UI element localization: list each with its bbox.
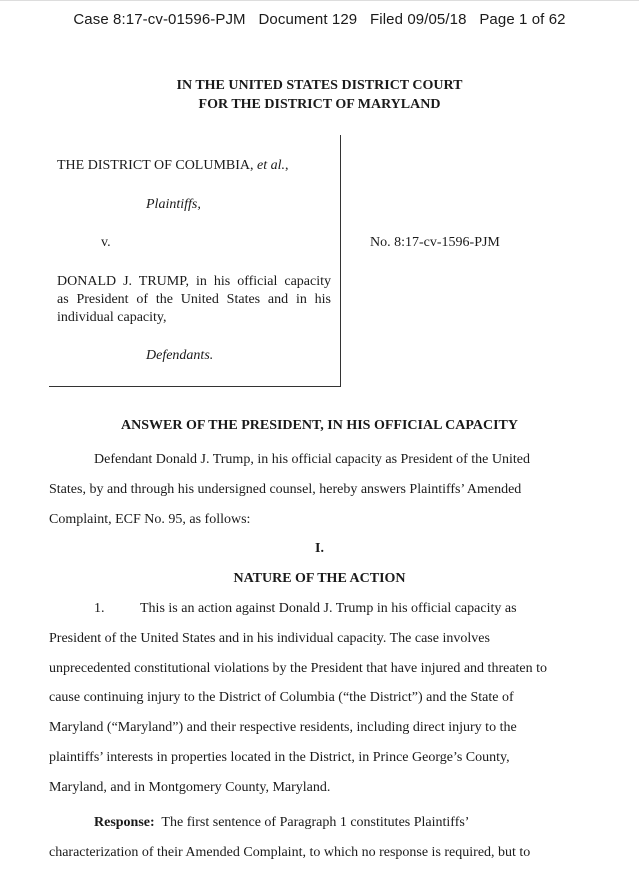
paragraph-line-2: President of the United States and in his individual capacity. The case involves: [49, 631, 490, 646]
ecf-header: [0, 11, 639, 28]
header-case-number: Case 8:17-cv-01596-PJM: [73, 11, 246, 28]
page-top-rule: [0, 0, 639, 1]
court-name-line1: IN THE UNITED STATES DISTRICT COURT: [176, 78, 463, 93]
response-line-2: characterization of their Amended Complaint, to which no response is required, but to: [49, 845, 531, 860]
document-title: ANSWER OF THE PRESIDENT, IN HIS OFFICIAL CAPACITY: [121, 418, 518, 433]
paragraph-line-7: Maryland, and in Montgomery County, Maryland.: [49, 780, 331, 795]
court-name-line2: FOR THE DISTRICT OF MARYLAND: [198, 97, 441, 112]
header-page-count: Page 1 of 62: [479, 11, 566, 28]
defendant-line-1: DONALD J. TRUMP, in his official capacity: [57, 274, 331, 289]
versus-label: v.: [101, 235, 111, 250]
paragraph-line-3: unprecedented constitutional violations by the President that have injured and threaten to: [49, 661, 548, 676]
plaintiffs-label: Plaintiffs,: [146, 197, 201, 212]
header-document-number: Document 129: [258, 11, 358, 28]
case-number: No. 8:17-cv-1596-PJM: [370, 235, 500, 250]
paragraph-line-6: plaintiffs’ interests in properties located in the District, in Prince George’s County,: [49, 750, 510, 765]
defendant-line-2: as President of the United States and in his: [57, 292, 331, 307]
section-number: I.: [315, 541, 324, 556]
response-label: Response:: [94, 815, 155, 830]
defendant-line-3: individual capacity,: [57, 310, 167, 325]
paragraph-line-1: This is an action against Donald J. Trump in his official capacity as: [140, 601, 517, 616]
response-line-1: Response: The first sentence of Paragraph 1 constitutes Plaintiffs’: [94, 815, 470, 830]
paragraph-line-4: cause continuing injury to the District of Columbia (“the District”) and the State of: [49, 690, 514, 705]
defendants-label: Defendants.: [146, 348, 214, 363]
paragraph-line-5: Maryland (“Maryland”) and their respective residents, including direct injury to the: [49, 720, 517, 735]
header-filed-date: Filed 09/05/18: [370, 11, 467, 28]
intro-line-2: States, by and through his undersigned counsel, hereby answers Plaintiffs’ Amended: [49, 482, 522, 497]
intro-line-1: Defendant Donald J. Trump, in his official capacity as President of the United: [94, 452, 530, 467]
et-al: et al.: [257, 158, 286, 173]
section-title: NATURE OF THE ACTION: [233, 571, 406, 586]
plaintiff-name: THE DISTRICT OF COLUMBIA, et al.,: [57, 158, 289, 173]
intro-line-3: Complaint, ECF No. 95, as follows:: [49, 512, 251, 527]
paragraph-number: 1.: [94, 601, 105, 616]
